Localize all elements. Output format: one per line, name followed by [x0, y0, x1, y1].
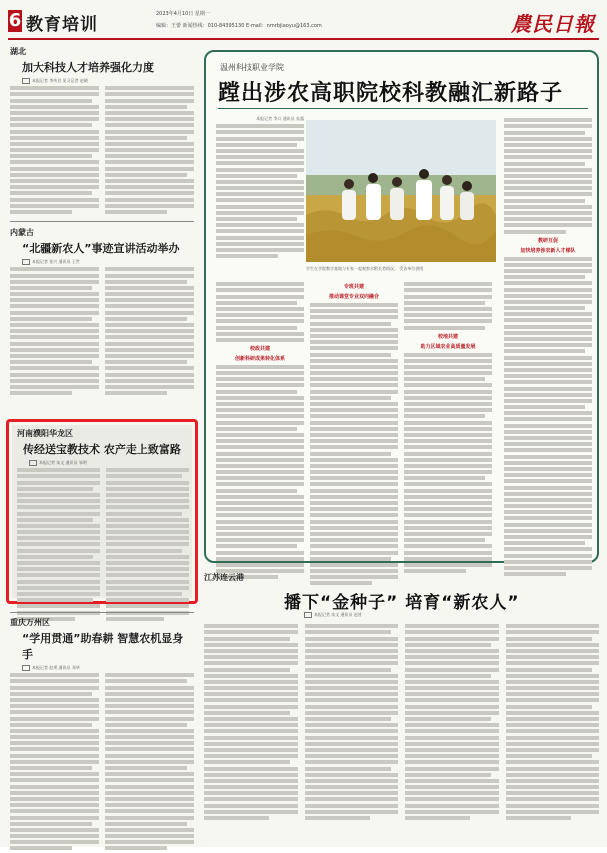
page-header — [8, 8, 599, 38]
students-in-rice-field-photo — [306, 120, 496, 262]
page-number: 6 — [8, 10, 22, 31]
article-body — [17, 466, 189, 623]
article-body — [10, 84, 194, 216]
editor-contact: 编辑：王蕾 新闻热线：010-84395130 E-mail：nmrbjiaoyu@163.com — [156, 23, 322, 29]
article-headline: 蹚出涉农高职院校科教融汇新路子 — [218, 81, 564, 106]
article-headline: “北疆新农人”事迹宣讲活动举办 — [22, 242, 180, 256]
highlighted-article[interactable] — [6, 419, 198, 604]
photo-caption: 学生在学院教学基地与专家一起观察水稻长势情况。 受访单位供图 — [306, 266, 424, 271]
section-subhead: 推动课堂专业双向融合 — [328, 294, 379, 300]
left-column — [10, 46, 194, 397]
article-hubei — [10, 46, 194, 216]
article-region: 河南濮阳华龙区 — [17, 429, 73, 438]
section-subhead: 校政共建 — [249, 345, 270, 352]
article-body — [204, 622, 599, 822]
section-subhead: 加快培养涉农新人才梯队 — [520, 247, 576, 254]
byline-icon — [304, 612, 312, 618]
section-title: 教育培训 — [26, 15, 98, 35]
article-byline: 本报记者 朱文 通讯员 赵晋 — [304, 612, 362, 618]
divider — [10, 221, 194, 222]
article-byline: 本报记者 朱文 通讯员 邹明 — [29, 460, 189, 466]
article-headline: 播下“金种子” 培育“新农人” — [284, 593, 520, 613]
divider — [10, 612, 194, 613]
photo-illustration — [306, 120, 496, 262]
section-subhead: 专班共建 — [343, 284, 364, 290]
section-subhead: 助力区域农业高质量发展 — [420, 343, 476, 350]
section-subhead: 校地共建 — [437, 333, 458, 340]
issue-date: 2023年4月10日 星期一 — [156, 11, 210, 17]
article-headline: 加大科技人才培养强化力度 — [22, 61, 154, 74]
article-headline: 传经送宝教技术 农产走上致富路 — [23, 443, 181, 456]
article-wanzhou — [10, 612, 194, 853]
section-subhead: 教研互促 — [537, 237, 558, 244]
article-body — [10, 671, 194, 853]
article-byline: 本报记者 李兵 通讯员 朱露 — [256, 116, 304, 121]
bottom-article — [204, 572, 599, 840]
article-byline: 本报记者 张兴 通讯员 王世 — [22, 259, 194, 265]
section-subhead: 创新科研成果转化体系 — [234, 355, 285, 362]
article-byline: 本报记者 李传君 见习记者 赵晓 — [22, 78, 194, 84]
header-rule — [8, 38, 599, 40]
headline-rule — [218, 108, 588, 109]
article-region: 湖北 — [10, 47, 26, 56]
article-headline: “学用贯通”助春耕 智慧农机显身手 — [22, 632, 184, 661]
photo-credit: 受访单位供图 — [399, 266, 424, 271]
article-region: 江苏连云港 — [204, 573, 244, 582]
article-neimenggu — [10, 227, 194, 397]
article-subtitle: 温州科技职业学院 — [220, 63, 284, 72]
article-region: 内蒙古 — [10, 228, 34, 238]
newspaper-logo: 農民日報 — [511, 12, 595, 36]
article-byline: 本报记者 赵勇 通讯员 邓华 — [22, 665, 194, 671]
article-body — [10, 265, 194, 397]
article-region: 重庆万州区 — [10, 618, 50, 627]
main-article — [204, 50, 599, 563]
